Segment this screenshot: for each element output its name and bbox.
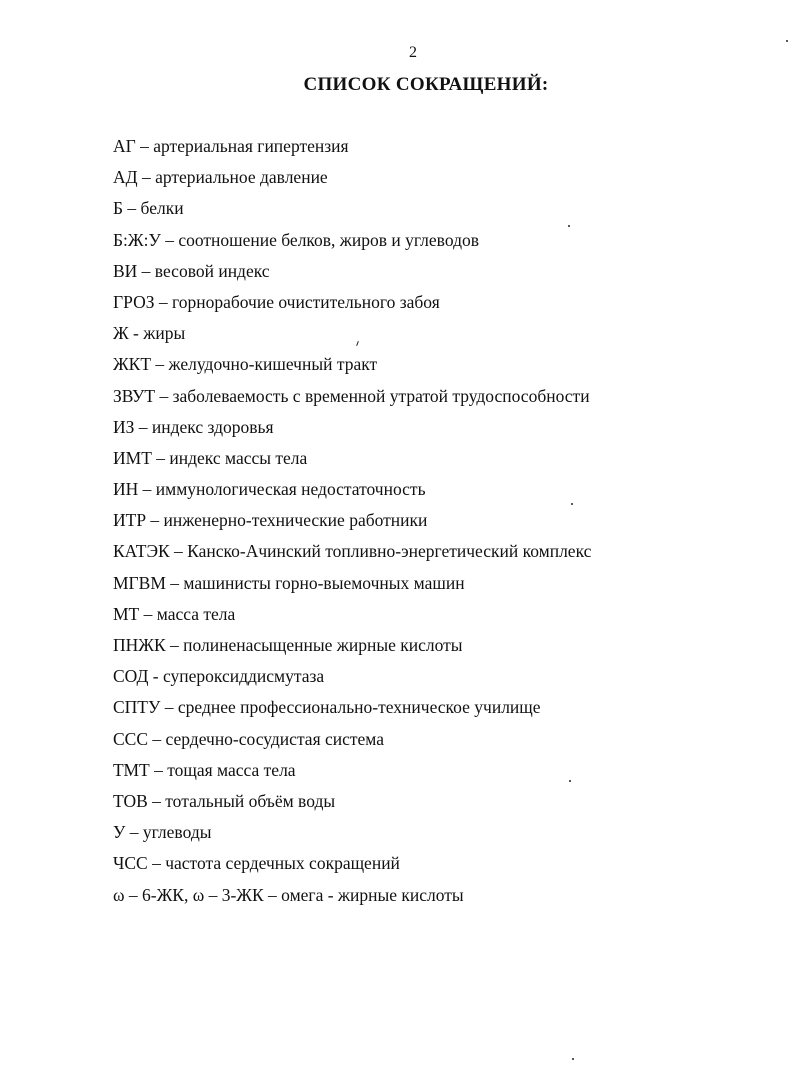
list-item: ИН – иммунологическая недостаточность [113,479,426,500]
list-item: ЧСС – частота сердечных сокращений [113,853,400,874]
list-item: ЖКТ – желудочно-кишечный тракт [113,354,378,375]
list-item: ССС – сердечно-сосудистая система [113,728,385,749]
list-item: Ж - жиры [113,323,186,344]
list-item: МТ – масса тела [113,603,236,624]
scan-speck [571,503,573,505]
scan-speck [786,40,788,42]
list-item: АД – артериальное давление [113,167,328,188]
list-item: ω – 6-ЖК, ω – 3-ЖК – омега - жирные кислоты [113,884,464,905]
list-item: СОД - супероксиддисмутаза [113,666,325,687]
list-item: ИМТ – индекс массы тела [113,447,308,468]
list-item: ИЗ – индекс здоровья [113,416,274,437]
page-title: СПИСОК СОКРАЩЕНИЙ: [303,74,549,95]
list-item: ИТР – инженерно-технические работники [113,510,428,531]
scan-speck [572,1058,574,1060]
list-item: ТОВ – тотальный объём воды [113,790,336,811]
list-item: У – углеводы [113,822,212,843]
list-item: СПТУ – среднее профессионально-техническое училище [113,697,541,718]
list-item: ТМТ – тощая масса тела [113,759,296,780]
list-item: ГРОЗ – горнорабочие очистительного забоя [113,291,440,312]
scan-speck [569,780,571,782]
scan-speck [568,225,570,227]
list-item: ПНЖК – полиненасыщенные жирные кислоты [113,635,463,655]
list-item: КАТЭК – Канско-Ачинский топливно-энергетический комплекс [113,541,592,562]
list-item: АГ – артериальная гипертензия [113,136,349,156]
list-item: ЗВУТ – заболеваемость с временной утратой трудоспособности [113,385,590,406]
list-item: Б:Ж:У – соотношение белков, жиров и углеводов [113,229,479,250]
list-item: ВИ – весовой индекс [113,260,270,281]
list-item: МГВМ – машинисты горно-выемочных машин [113,572,465,593]
abbreviation-list [113,134,591,914]
page-number: 2 [409,44,417,61]
list-item: Б – белки [113,198,184,219]
